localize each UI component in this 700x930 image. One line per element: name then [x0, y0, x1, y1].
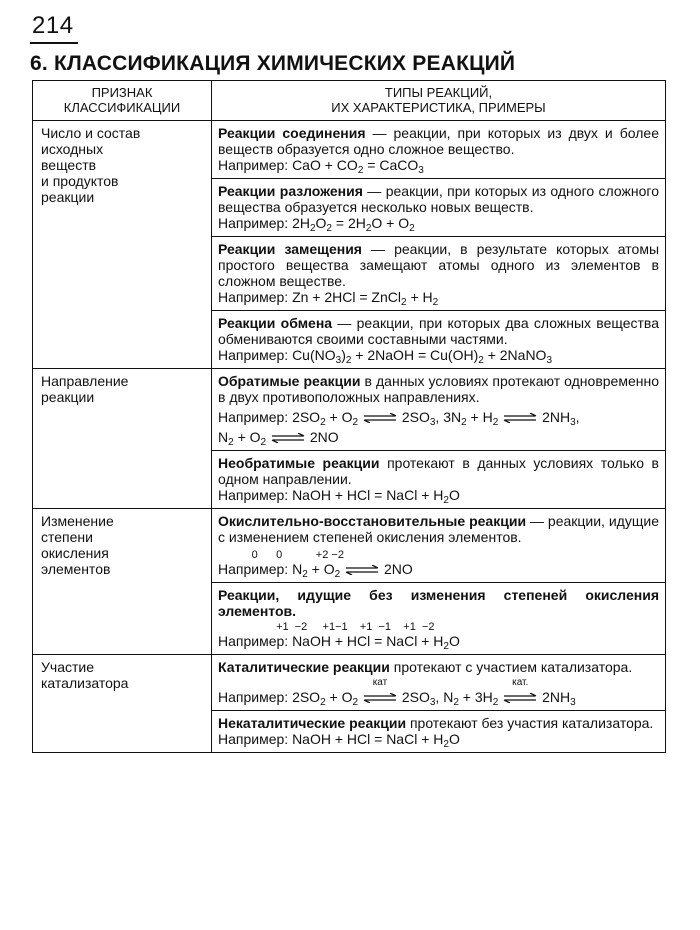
- criterion-line: Число и состав: [41, 125, 141, 141]
- eq-sub: 2: [453, 697, 459, 708]
- eq-part: CaO + CO: [292, 157, 358, 173]
- eq-part: + H: [466, 409, 493, 425]
- eq-sub: 2: [432, 297, 439, 308]
- header-criterion-line2: КЛАССИФИКАЦИИ: [63, 100, 181, 115]
- example-line: [218, 633, 659, 652]
- eq-sub: 2: [309, 223, 316, 234]
- reaction-cell-redox: [212, 509, 666, 583]
- reaction-desc: протекают без участия катализатора.: [406, 715, 654, 731]
- criterion-line: окисления: [41, 545, 109, 561]
- eq-part: 2NH: [538, 409, 571, 425]
- eq-sub: 2: [357, 165, 364, 176]
- criterion-cell: [33, 369, 212, 509]
- reaction-cell-combination: [212, 121, 666, 179]
- eq-part: + O: [307, 561, 335, 577]
- eq-sub: 2: [443, 739, 449, 750]
- reaction-term: Каталитические реакции: [218, 659, 390, 675]
- criterion-line: катализатора: [41, 675, 129, 691]
- oxidation-states-line: 0 0 +2 −2: [218, 549, 344, 561]
- oxidation-states-line: +1 −2 +1−1 +1 −1 +1 −2: [218, 621, 435, 633]
- example-prefix: Например:: [218, 409, 289, 425]
- example-prefix: Например:: [218, 347, 289, 363]
- eq-part: O: [448, 633, 460, 649]
- reaction-desc: в данных условиях протекают одновременно в двух противоположных направлениях.: [218, 373, 659, 405]
- criterion-line: и продуктов: [41, 173, 119, 189]
- reaction-cell-decomposition: [212, 179, 666, 237]
- eq-sub: 2: [352, 417, 359, 428]
- criterion-line: степени: [41, 529, 93, 545]
- table-row: [33, 509, 666, 583]
- eq-part: + O: [325, 689, 353, 705]
- example-prefix: Например:: [218, 215, 289, 231]
- example-line: [218, 731, 659, 750]
- eq-part: N: [218, 429, 229, 445]
- equilibrium-arrow-icon: [362, 413, 398, 423]
- reaction-term: Реакции разложения: [218, 183, 363, 199]
- eq-part: NaOH + HCl = NaCl + H: [292, 487, 444, 503]
- reaction-cell-exchange: [212, 311, 666, 369]
- eq-part: N: [292, 561, 303, 577]
- eq-sub: 3: [335, 355, 342, 366]
- criterion-line: Изменение: [41, 513, 114, 529]
- example-prefix: Например:: [218, 633, 289, 649]
- reaction-desc: — реакции, при которых из двух и более веществ образуется одно сложное вещество.: [218, 125, 659, 157]
- eq-sub: 2: [260, 437, 267, 448]
- header-types-line2: ИХ ХАРАКТЕРИСТИКА, ПРИМЕРЫ: [331, 100, 546, 115]
- catalyst-label: кат: [372, 677, 388, 688]
- eq-sub: 3: [570, 417, 576, 428]
- eq-part: , N: [435, 689, 454, 705]
- criterion-line: исходных: [41, 141, 104, 157]
- example-line: [218, 487, 659, 506]
- equilibrium-arrow-icon: [344, 565, 380, 575]
- criterion-cell: [33, 655, 212, 753]
- reaction-cell-non-catalytic: [212, 711, 666, 753]
- eq-part: Cu(NO: [292, 347, 336, 363]
- reaction-term: Обратимые реакции: [218, 373, 361, 389]
- equilibrium-arrow-icon: [502, 413, 538, 423]
- eq-sub: 2: [365, 223, 372, 234]
- eq-part: Zn + 2HCl = ZnCl: [292, 289, 401, 305]
- eq-sub: 3: [429, 417, 436, 428]
- catalyst-arrow: [502, 677, 538, 705]
- eq-part: 2H: [292, 215, 310, 231]
- eq-sub: 3: [546, 355, 553, 366]
- classification-table: [32, 80, 666, 753]
- example-prefix: Например:: [218, 487, 289, 503]
- reaction-cell-substitution: [212, 237, 666, 311]
- example-line: [218, 429, 659, 448]
- eq-part: = CaCO: [363, 157, 419, 173]
- header-criterion: [33, 81, 212, 121]
- reaction-desc: протекают с участием катализатора.: [389, 659, 633, 675]
- reaction-desc: — реакции, при которых два сложных вещества обмениваются своими составными частями.: [218, 315, 659, 347]
- reaction-term: Необратимые реакции: [218, 455, 380, 471]
- criterion-line: элементов: [41, 561, 111, 577]
- section-title: 6. КЛАССИФИКАЦИЯ ХИМИЧЕСКИХ РЕАКЦИЙ: [30, 52, 516, 75]
- eq-sub: 2: [492, 697, 499, 708]
- example-prefix: Например:: [218, 561, 289, 577]
- eq-sub: 3: [429, 697, 436, 708]
- example-line: [218, 215, 659, 234]
- example-prefix: Например:: [218, 289, 289, 305]
- eq-part: 2NH: [538, 689, 571, 705]
- example-line: [218, 347, 659, 366]
- header-criterion-line1: ПРИЗНАК: [91, 85, 153, 100]
- eq-part: + H: [406, 289, 433, 305]
- reaction-desc: — реакции, в результате которых атомы простого вещества замещают атомы одного из элементов в сложном веществе.: [218, 241, 660, 289]
- criterion-line: веществ: [41, 157, 97, 173]
- criterion-line: реакции: [41, 189, 95, 205]
- equilibrium-arrow-icon: [270, 433, 306, 443]
- eq-part: , 3N: [435, 409, 462, 425]
- eq-part: O: [448, 487, 460, 503]
- eq-sub: 2: [228, 437, 234, 448]
- reaction-cell-non-redox: [212, 583, 666, 655]
- criterion-line: Участие: [41, 659, 94, 675]
- eq-part: ): [341, 347, 346, 363]
- example-line: [218, 409, 659, 428]
- eq-part: + 3H: [458, 689, 493, 705]
- eq-sub: 2: [443, 641, 449, 652]
- eq-part: 2SO: [292, 409, 321, 425]
- eq-part: = 2H: [331, 215, 366, 231]
- eq-sub: 2: [352, 697, 359, 708]
- reaction-term: Реакции соединения: [218, 125, 366, 141]
- criterion-line: реакции: [41, 389, 95, 405]
- eq-part: O: [448, 731, 460, 747]
- reaction-term: Окислительно-восстановительные реакции: [218, 513, 527, 529]
- eq-sub: 2: [478, 355, 484, 366]
- eq-part: + 2NaNO: [483, 347, 547, 363]
- example-line: [218, 677, 659, 708]
- eq-sub: 2: [461, 417, 467, 428]
- eq-sub: 2: [492, 417, 499, 428]
- equilibrium-arrow-icon: [362, 693, 398, 703]
- reaction-term: Реакции обмена: [218, 315, 333, 331]
- eq-part: + 2NaOH = Cu(OH): [351, 347, 479, 363]
- header-types-line1: ТИПЫ РЕАКЦИЙ,: [384, 85, 493, 100]
- eq-part: O + O: [371, 215, 410, 231]
- example-line: [218, 561, 659, 580]
- eq-part: 2SO: [397, 689, 430, 705]
- example-line: [218, 157, 659, 176]
- equilibrium-arrow-icon: [502, 693, 538, 703]
- header-types: [212, 81, 666, 121]
- eq-sub: 2: [443, 495, 449, 506]
- catalyst-label: кат.: [512, 677, 529, 688]
- criterion-line: Направление: [41, 373, 129, 389]
- table-row: [33, 655, 666, 711]
- criterion-cell: [33, 509, 212, 655]
- eq-part: 2SO: [292, 689, 321, 705]
- example-prefix: Например:: [218, 157, 289, 173]
- eq-sub: 2: [302, 569, 308, 580]
- reaction-cell-catalytic: [212, 655, 666, 711]
- page-number-rule: [30, 42, 78, 44]
- catalyst-arrow: [362, 677, 398, 705]
- reaction-term: Реакции замещения: [218, 241, 362, 257]
- reaction-cell-irreversible: [212, 451, 666, 509]
- eq-part: NaOH + HCl = NaCl + H: [292, 633, 444, 649]
- eq-sub: 2: [320, 697, 326, 708]
- reaction-desc: — реакции, идущие с изменением степеней окисления элементов.: [218, 513, 659, 545]
- eq-part: O: [315, 215, 327, 231]
- table-header-row: [33, 81, 666, 121]
- reaction-cell-reversible: [212, 369, 666, 451]
- eq-sub: 2: [345, 355, 352, 366]
- eq-sub: 3: [418, 165, 424, 176]
- eq-part: + O: [325, 409, 353, 425]
- eq-sub: 2: [326, 223, 332, 234]
- eq-part: 2NO: [306, 429, 339, 445]
- eq-part: ,: [575, 409, 580, 425]
- eq-sub: 2: [334, 569, 341, 580]
- reaction-term: Некаталитические реакции: [218, 715, 407, 731]
- example-prefix: Например:: [218, 731, 289, 747]
- criterion-cell: [33, 121, 212, 369]
- page-number: 214: [32, 12, 74, 39]
- table-row: [33, 121, 666, 179]
- reaction-term: Реакции, идущие без изменения степеней окисления элементов.: [218, 587, 659, 619]
- eq-sub: 2: [401, 297, 407, 308]
- eq-sub: 2: [320, 417, 326, 428]
- reaction-desc: протекают в данных условиях только в одном направлении.: [218, 455, 659, 487]
- eq-part: 2NO: [380, 561, 413, 577]
- eq-sub: 2: [409, 223, 415, 234]
- table-row: [33, 369, 666, 451]
- reaction-desc: — реакции, при которых из одного сложного вещества образуется несколько новых веществ.: [218, 183, 659, 215]
- eq-sub: 3: [570, 697, 576, 708]
- eq-part: NaOH + HCl = NaCl + H: [292, 731, 444, 747]
- example-line: [218, 289, 659, 308]
- eq-part: + O: [233, 429, 261, 445]
- example-prefix: Например:: [218, 689, 289, 705]
- eq-part: 2SO: [397, 409, 430, 425]
